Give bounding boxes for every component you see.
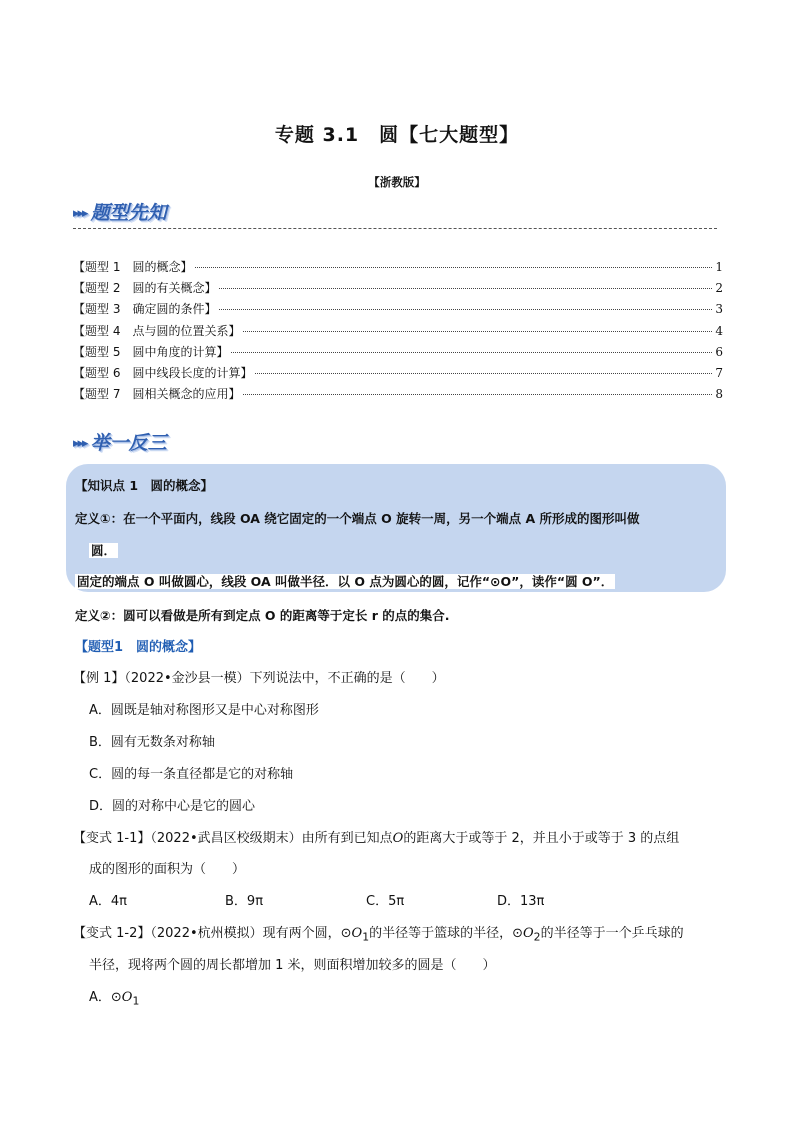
toc-row[interactable] [73,279,723,298]
definition-2: 定义②：圆可以看做是所有到定点 O 的距离等于定长 r 的点的集合. [75,608,450,623]
toc-row[interactable] [73,343,723,362]
definition-1-label: 定义①： [75,511,124,526]
variant-1-1-option-c[interactable]: C．5π [366,894,405,909]
toc-leader [219,309,712,310]
definition-1-center-radius: 固定的端点 O 叫做圆心，线段 OA 叫做半径．以 O 点为圆心的圆，记作“⊙O”，读作“圆 O”． [77,574,614,589]
toc-leader [219,288,712,289]
example-1-option-b[interactable]: B．圆有无数条对称轴 [89,735,215,750]
variant-1-1-text: （2022•武昌区校级期末）由所有到已知点 [150,831,393,846]
definition-1-line-2 [89,541,118,559]
subscript-1: 1 [362,930,370,944]
variant-1-2-text: 的半径等于一个乒乓球的 [540,926,684,941]
example-1-option-d[interactable]: D．圆的对称中心是它的圆心 [89,799,256,814]
subscript-2: 2 [533,930,541,944]
toc-row[interactable] [73,258,723,277]
toc-page-number: 4 [715,324,723,338]
toc-page-number: 6 [715,345,723,359]
point-o-variable: O [392,831,404,846]
toc-page-number: 7 [715,366,723,380]
variant-1-1-label: 【变式 1-1】 [73,831,151,846]
variant-1-1-question [73,827,679,846]
toc-label: 【题型 6 圆中线段长度的计算】 [73,366,253,380]
toc-row[interactable] [73,300,723,319]
definition-1-continuation: 圆． [91,543,117,558]
example-1-question [73,667,445,686]
toc-page-number: 3 [715,302,723,316]
toc-leader [195,267,712,268]
toc-label: 【题型 2 圆的有关概念】 [73,281,217,295]
section-heading-text: 举一反三 [90,432,167,454]
knowledge-title: 【知识点 1 圆的概念】 [75,478,214,493]
circle-o-variable: O [121,990,133,1005]
variant-1-2-text: 的半径等于篮球的半径，⊙ [369,926,523,941]
circle-o-variable: O [523,926,534,941]
section-heading-preview [73,198,167,225]
example-1-option-a[interactable]: A．圆既是轴对称图形又是中心对称图形 [89,703,319,718]
section-divider [73,228,717,229]
toc-page-number: 8 [715,387,723,401]
page-title: 专题 3.1 圆【七大题型】 [274,124,520,146]
toc-label: 【题型 7 圆相关概念的应用】 [73,387,241,401]
triple-arrow-icon: ▸▸▸ [73,436,87,451]
example-1-text: （2022•金沙县一模）下列说法中，不正确的是（ ） [124,671,445,686]
example-1-label: 【例 1】 [73,671,125,686]
variant-1-2-line-2: 半径，现将两个圆的周长都增加 1 米，则面积增加较多的圆是（ ） [89,958,496,973]
edition-label: 【浙教版】 [368,175,426,189]
variant-1-2-label: 【变式 1-2】 [73,926,151,941]
toc-label: 【题型 5 圆中角度的计算】 [73,345,229,359]
type-1-heading: 【题型1 圆的概念】 [75,640,202,655]
section-heading-text: 题型先知 [90,202,167,224]
variant-1-1-option-d[interactable]: D．13π [497,894,545,909]
section-heading-practice [73,428,167,455]
example-1-option-c[interactable]: C．圆的每一条直径都是它的对称轴 [89,767,294,782]
toc-page-number: 2 [715,281,723,295]
variant-1-2-text: （2022•杭州模拟）现有两个圆，⊙ [150,926,352,941]
toc-leader [243,331,712,332]
toc-leader [255,373,712,374]
toc-page-number: 1 [715,260,723,274]
toc-row[interactable] [73,322,723,341]
toc-row[interactable] [73,385,723,404]
variant-1-1-option-b[interactable]: B．9π [225,894,264,909]
variant-1-1-line-2: 成的图形的面积为（ ） [89,862,246,877]
definition-1-line-1 [75,509,639,527]
circle-o-variable: O [351,926,363,941]
definition-1-line-3 [75,572,615,590]
variant-1-1-text: 的距离大于或等于 2，并且小于或等于 3 的点组 [403,831,680,846]
toc-label: 【题型 1 圆的概念】 [73,260,193,274]
toc-label: 【题型 3 确定圆的条件】 [73,302,217,316]
variant-1-2-question [73,922,684,944]
definition-1-text: 在一个平面内，线段 OA 绕它固定的一个端点 O 旋转一周，另一个端点 A 所形成的图形叫做 [123,511,640,526]
triple-arrow-icon: ▸▸▸ [73,206,87,221]
toc-leader [243,394,712,395]
toc-label: 【题型 4 点与圆的位置关系】 [73,324,241,338]
option-a-text: A．⊙ [89,990,122,1005]
variant-1-2-option-a[interactable] [89,986,139,1008]
toc-row[interactable] [73,364,723,383]
toc-leader [231,352,712,353]
variant-1-1-option-a[interactable]: A．4π [89,894,127,909]
subscript-1: 1 [132,994,140,1008]
